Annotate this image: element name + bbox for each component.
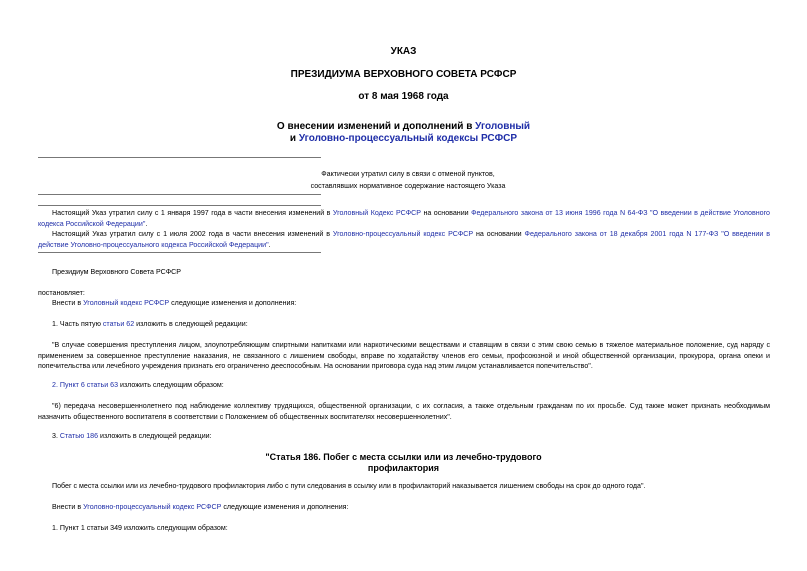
article-186-title	[0, 452, 807, 474]
item-text: 1. Часть пятую	[52, 320, 103, 328]
item-text: 3.	[52, 432, 60, 440]
note-2-text: .	[268, 240, 271, 249]
note-2-text: Настоящий Указ утратил силу с 1 июля 2002 года в части внесения изменений в	[52, 230, 333, 238]
divider	[38, 157, 321, 158]
doc-type-title: УКАЗ	[390, 46, 417, 57]
divider	[38, 194, 321, 195]
item-text: изложить в следующей редакции:	[98, 432, 212, 440]
link-article-63-point-6[interactable]: 2. Пункт 6 статьи 63	[52, 381, 119, 389]
article-186-text: Побег с места ссылки или из лечебно-трудового профилактория либо с пути следования в ссылку или в профилакторий наказывается лишением свободы на срок до одного года".	[52, 482, 646, 490]
note-2-text: на основании	[473, 230, 525, 238]
divider	[38, 252, 321, 253]
note-1-text: на основании	[420, 209, 472, 217]
para-criminal-procedure-code	[52, 502, 348, 513]
link-federal-law-64[interactable]: Федерального закона от 13 июня 1996 года N 64-ФЗ "О введении в действие Уголовного кодекса Российской Федерации"	[38, 209, 770, 228]
article-title-line1: "Статья 186. Побег с места ссылки или из лечебно-трудового	[265, 452, 542, 462]
para-text: следующие изменения и дополнения:	[221, 503, 349, 511]
note-1-text: .	[145, 219, 148, 228]
link-federal-law-177[interactable]: Федерального закона от 18 декабря 2001 года N 177-ФЗ "О введении в действие Уголовно-процессуального кодекса Российской Федерации"	[38, 230, 771, 249]
note-1	[38, 208, 770, 229]
status-note-line2: составлявших нормативное содержание настоящего Указа	[310, 181, 506, 190]
item-text: изложить следующим образом:	[118, 381, 224, 389]
para-criminal-code	[52, 298, 296, 309]
subject-prefix: О внесении изменений и дополнений в	[276, 121, 476, 132]
link-article-186[interactable]: Статью 186	[59, 432, 99, 440]
para-text: Внести в	[52, 299, 84, 307]
link-criminal-procedure-code[interactable]: Уголовно-процессуальный кодексы РСФСР	[298, 133, 518, 144]
editorial-notes	[38, 208, 770, 250]
note-1-text: Настоящий Указ утратил силу с 1 января 1997 года в части внесения изменений в	[52, 209, 333, 217]
quote-article-63: "6) передача несовершеннолетнего под наблюдение коллективу трудящихся, общественной организации, с их согласия, а также отдельным гражданам по их просьбе. Суд также может признать необходимым назначить общественного воспитателя в соответствии с Положением об общественных воспитателях несовершеннолетних".	[38, 402, 770, 421]
status-note	[258, 169, 558, 192]
quote-article-62: "В случае совершения преступления лицом, злоупотребляющим спиртными напитками или наркотическими веществами и ставящим в связи с этим свою семью в тяжелое материальное положение, суд наряду с применением за совершенное преступление наказания, не связанного с лишением свободы, вправе по ходатайству членов его семьи, профсоюзной и иной общественной организации, прокурора, органа опеки и попечительства или лечебного учреждения признать его ограниченно дееспособным. На основании приговора суда над этим лицом устанавливается попечительство".	[38, 341, 770, 370]
item-2	[52, 380, 224, 391]
link-uk-rsfsr[interactable]: Уголовный Кодекс РСФСР	[332, 209, 421, 217]
status-note-line1: Фактически утратил силу в связи с отменой пунктов,	[321, 170, 495, 178]
link-criminal-code[interactable]: Уголовный	[475, 121, 531, 132]
issuer-title: ПРЕЗИДИУМА ВЕРХОВНОГО СОВЕТА РСФСР	[290, 69, 517, 80]
divider	[38, 205, 321, 206]
link-upk-body[interactable]: Уголовно-процессуальный кодекс РСФСР	[83, 503, 222, 511]
link-upk-rsfsr[interactable]: Уголовно-процессуальный кодекс РСФСР	[332, 230, 474, 238]
doc-subject	[0, 121, 807, 145]
para-text: Внести в	[52, 503, 84, 511]
link-article-62[interactable]: статьи 62	[102, 320, 135, 328]
note-2	[38, 229, 770, 250]
doc-date: от 8 мая 1968 года	[358, 91, 449, 102]
link-criminal-code-body[interactable]: Уголовный кодекс РСФСР	[83, 299, 170, 307]
item-3	[52, 431, 212, 442]
presidium-line: Президиум Верховного Совета РСФСР	[52, 268, 181, 276]
item-1	[52, 319, 248, 330]
decrees-line: постановляет:	[38, 289, 85, 297]
item-4: 1. Пункт 1 статьи 349 изложить следующим образом:	[52, 524, 228, 532]
para-text: следующие изменения и дополнения:	[169, 299, 297, 307]
item-text: изложить в следующей редакции:	[134, 320, 248, 328]
subject-mid: и	[289, 133, 299, 144]
article-title-line2: профилактория	[367, 463, 440, 473]
